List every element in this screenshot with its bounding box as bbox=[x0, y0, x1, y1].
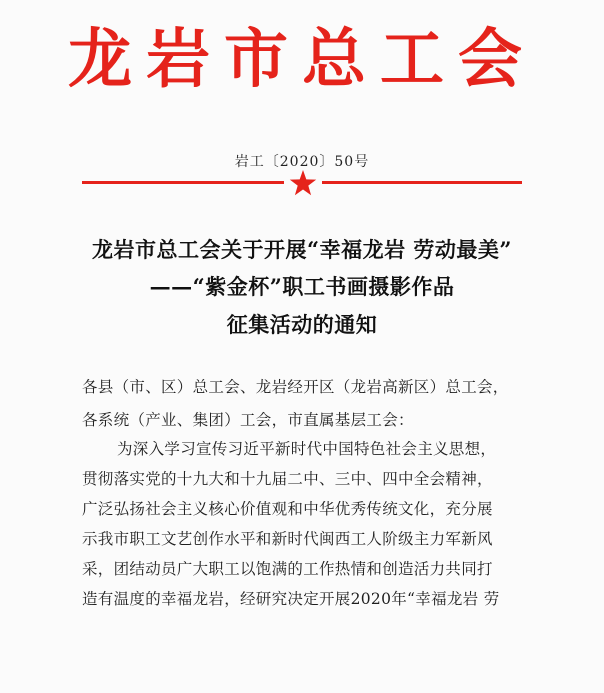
paragraph-line: 造有温度的幸福龙岩，经研究决定开展2020年“幸福龙岩 劳 bbox=[82, 590, 500, 608]
paragraph-line: 贯彻落实党的十九大和十九届二中、三中、四中全会精神， bbox=[82, 470, 493, 488]
paragraph-line: 为深入学习宣传习近平新时代中国特色社会主义思想， bbox=[117, 440, 497, 458]
addressee-line-1: 各县（市、区）总工会、龙岩经开区（龙岩高新区）总工会， bbox=[82, 378, 509, 396]
notice-title-line-1: 龙岩市总工会关于开展“幸福龙岩 劳动最美” bbox=[92, 237, 512, 262]
paragraph-line: 采，团结动员广大职工以饱满的工作热情和创造活力共同打 bbox=[82, 560, 493, 578]
paragraph-line: 示我市职工文艺创作水平和新时代闽西工人阶级主力军新风 bbox=[82, 530, 493, 548]
paragraph-line: 广泛弘扬社会主义核心价值观和中华优秀传统文化，充分展 bbox=[82, 500, 493, 518]
red-rule-left bbox=[82, 181, 284, 184]
addressee-line-2: 各系统（产业、集团）工会，市直属基层工会： bbox=[82, 411, 414, 429]
red-star-icon bbox=[289, 169, 317, 197]
red-rule-right bbox=[322, 181, 522, 184]
notice-title-line-2: ——“紫金杯”职工书画摄影作品 bbox=[149, 274, 455, 299]
org-masthead: 龙岩市总工会 bbox=[68, 22, 536, 97]
document-number: 岩工〔2020〕50号 bbox=[234, 154, 370, 170]
notice-title-line-3: 征集活动的通知 bbox=[226, 312, 378, 337]
